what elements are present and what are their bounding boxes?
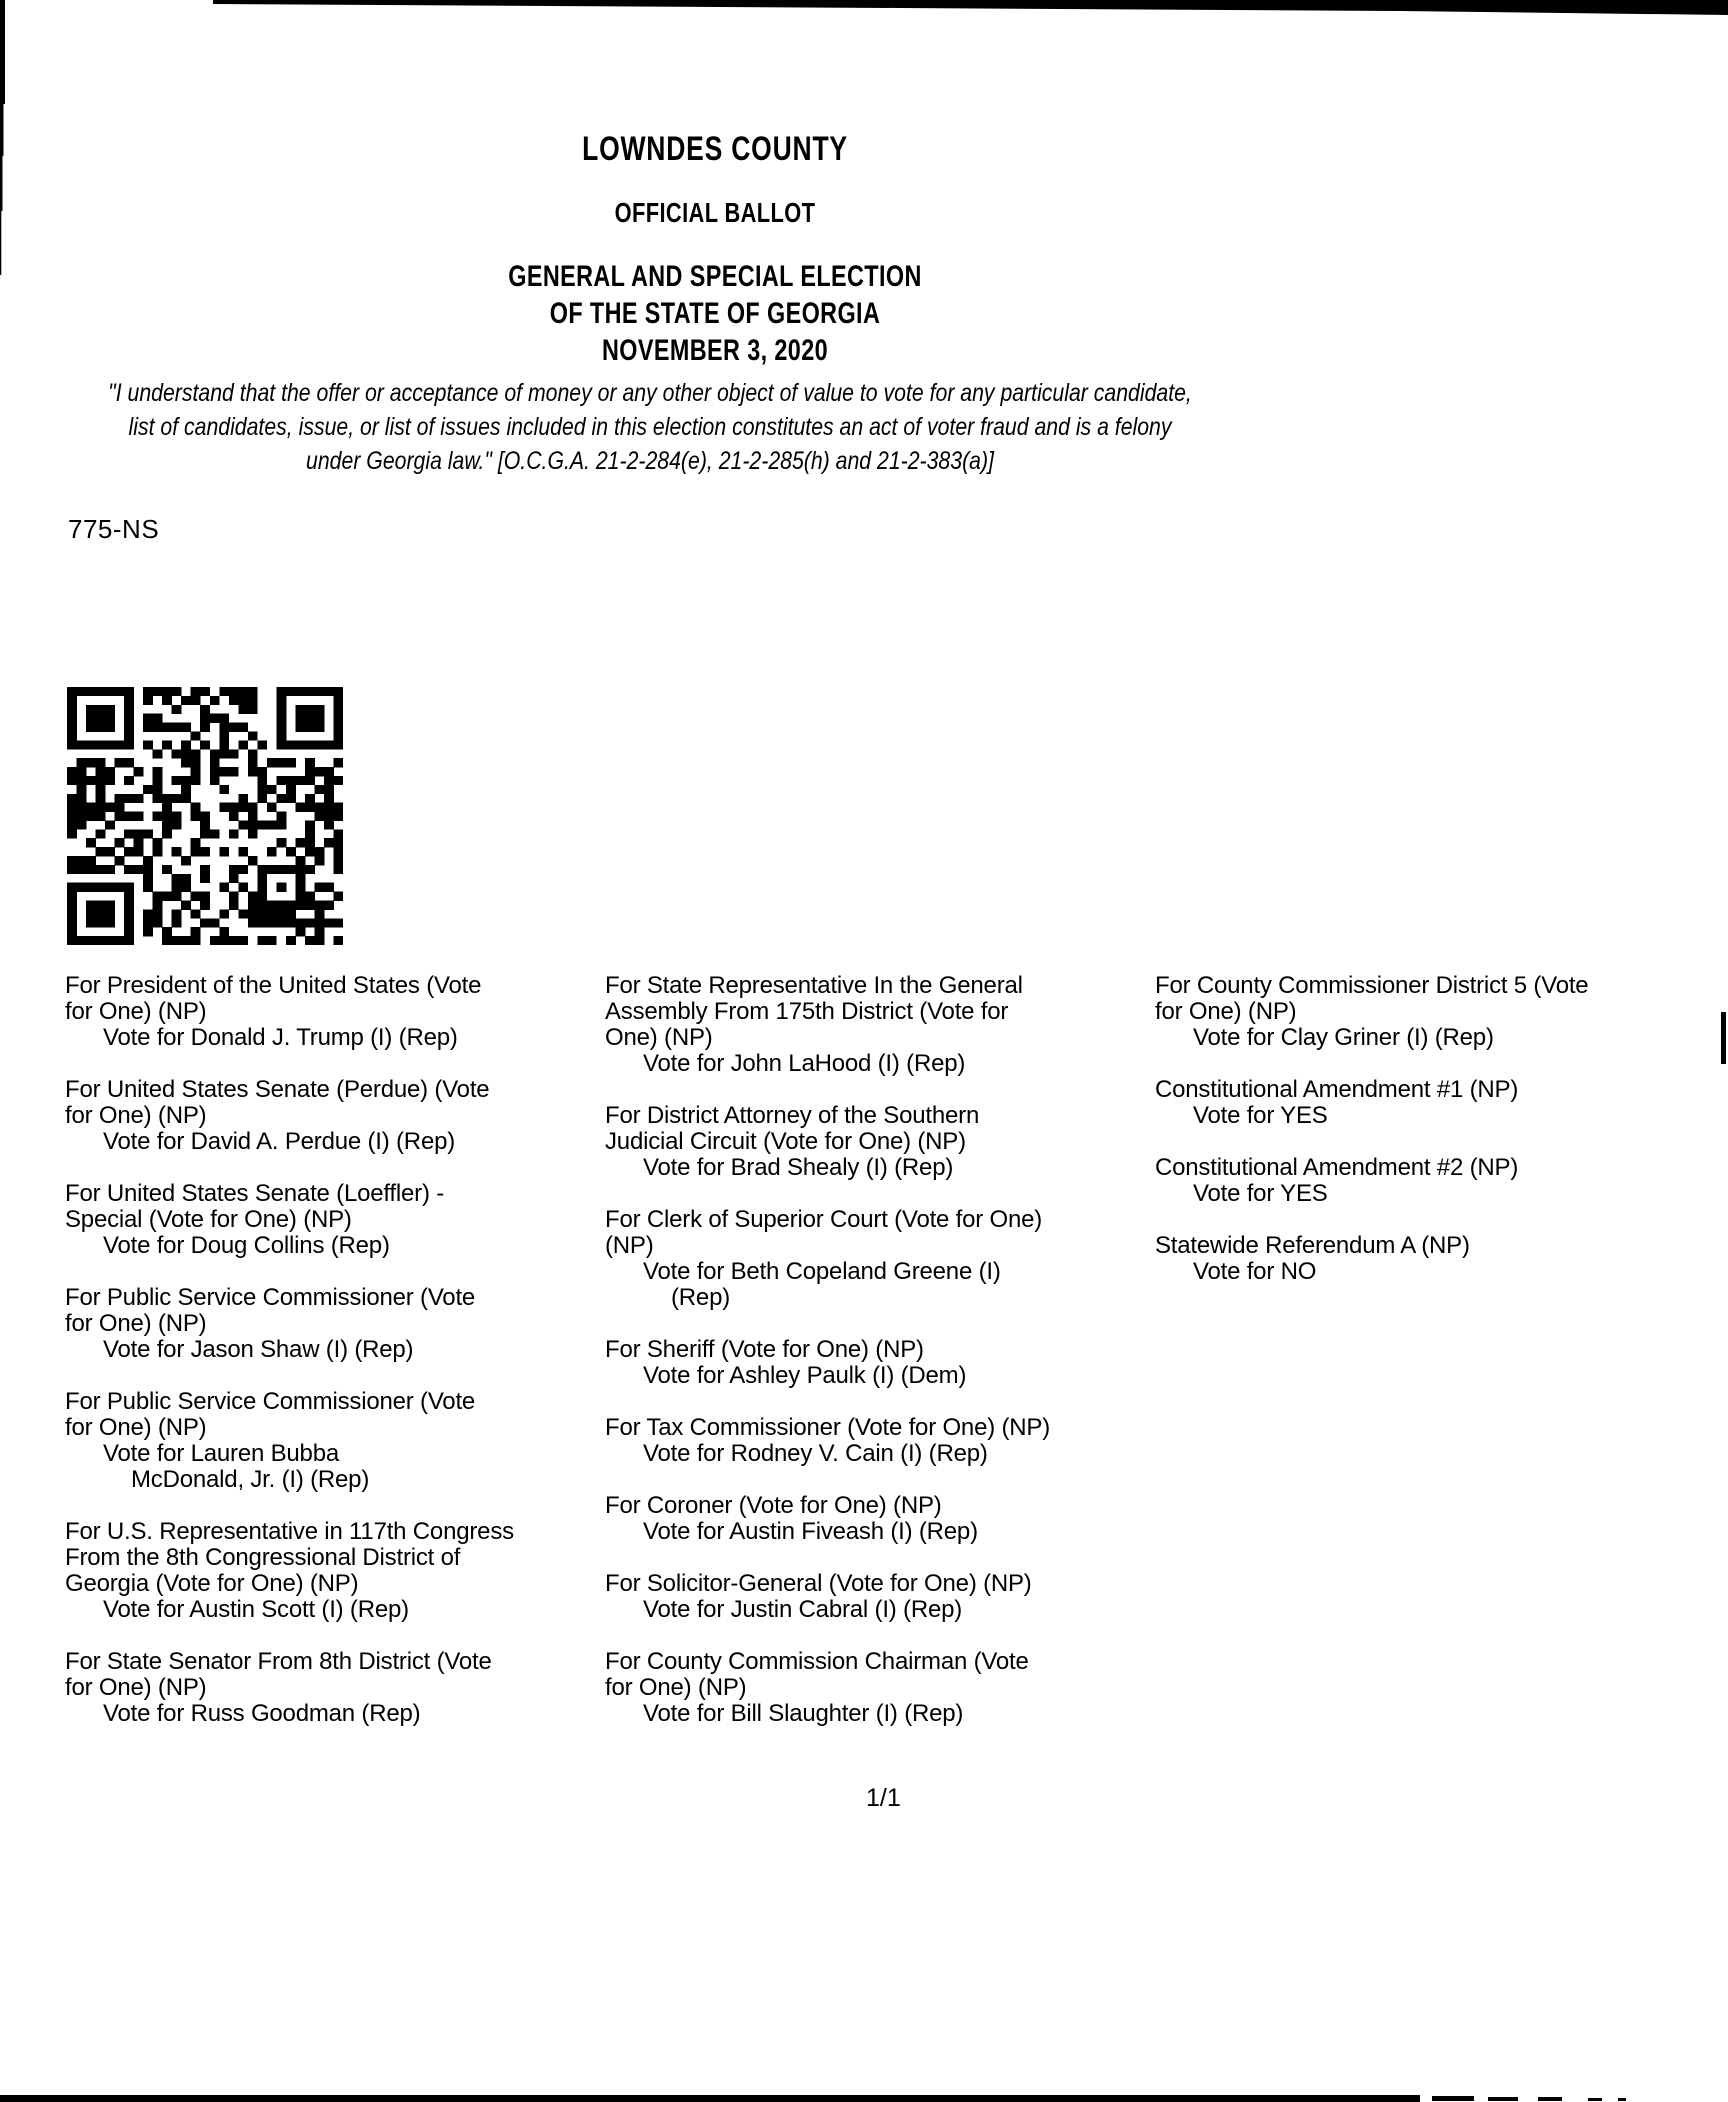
contest-column-1 <box>65 973 605 1753</box>
contest-title-line: for One) (NP) <box>65 998 207 1025</box>
official-ballot-title: OFFICIAL BALLOT <box>614 197 816 228</box>
contest-title-line: For Public Service Commissioner (Vote <box>65 1284 476 1311</box>
contest-column-3 <box>1155 973 1728 1311</box>
contest <box>605 1571 1155 1623</box>
contest-title-line: For State Representative In the General <box>605 972 1023 999</box>
contest <box>65 1649 605 1727</box>
contest <box>65 1389 605 1493</box>
contest-title-line: Georgia (Vote for One) (NP) <box>65 1570 359 1597</box>
vote-line: Vote for Ashley Paulk (I) (Dem) <box>643 1362 967 1389</box>
fraud-warning <box>98 376 1203 478</box>
contest <box>65 1077 605 1155</box>
vote-line: Vote for Austin Fiveash (I) (Rep) <box>643 1518 978 1545</box>
vote-line: Vote for Donald J. Trump (I) (Rep) <box>103 1024 458 1051</box>
contest-title-line: For United States Senate (Perdue) (Vote <box>65 1076 490 1103</box>
contest-title-line: For Sheriff (Vote for One) (NP) <box>605 1336 924 1363</box>
contest-column-2 <box>605 973 1155 1753</box>
election-date: NOVEMBER 3, 2020 <box>601 334 829 367</box>
contest-title-line: For County Commission Chairman (Vote <box>605 1648 1029 1675</box>
contest-title-line: One) (NP) <box>605 1024 713 1051</box>
vote-line: Vote for Justin Cabral (I) (Rep) <box>643 1596 963 1623</box>
contest-title-line: For Clerk of Superior Court (Vote for One) <box>605 1206 1043 1233</box>
vote-line: Vote for Austin Scott (I) (Rep) <box>103 1596 409 1623</box>
fraud-warning-line3: under Georgia law." [O.C.G.A. 21-2-284(e), 21-2-285(h) and 21-2-383(a)] <box>306 447 994 475</box>
contest-title-line: for One) (NP) <box>65 1310 207 1337</box>
contest <box>1155 1233 1728 1285</box>
fraud-warning-line1: "I understand that the offer or acceptance of money or any other object of value to vote for any particular candidate, <box>108 379 1192 407</box>
contest <box>1155 973 1728 1051</box>
vote-line: Vote for Clay Griner (I) (Rep) <box>1193 1024 1494 1051</box>
vote-line: Vote for Russ Goodman (Rep) <box>103 1700 421 1727</box>
contest <box>65 1181 605 1259</box>
contest-title-line: Statewide Referendum A (NP) <box>1155 1232 1470 1259</box>
contest-title-line: For United States Senate (Loeffler) - <box>65 1180 445 1207</box>
contest-title-line: From the 8th Congressional District of <box>65 1544 461 1571</box>
vote-line: Vote for David A. Perdue (I) (Rep) <box>103 1128 456 1155</box>
contest-title-line: For Tax Commissioner (Vote for One) (NP) <box>605 1414 1051 1441</box>
contest-title-line: Assembly From 175th District (Vote for <box>605 998 1009 1025</box>
contest-title-line: Constitutional Amendment #2 (NP) <box>1155 1154 1519 1181</box>
vote-line: Vote for Beth Copeland Greene (I) <box>643 1258 1001 1285</box>
contest <box>605 1337 1155 1389</box>
contest-title-line: For District Attorney of the Southern <box>605 1102 980 1129</box>
contest <box>1155 1077 1728 1129</box>
contest <box>1155 1155 1728 1207</box>
contest-title-line: For Coroner (Vote for One) (NP) <box>605 1492 942 1519</box>
scan-artifact-top-edge <box>0 0 1728 18</box>
contest-title-line: For County Commissioner District 5 (Vote <box>1155 972 1589 999</box>
contest-title-line: (NP) <box>605 1232 654 1259</box>
vote-line: Vote for Bill Slaughter (I) (Rep) <box>643 1700 964 1727</box>
contest-title-line: For Public Service Commissioner (Vote <box>65 1388 476 1415</box>
ballot-style-code: 775-NS <box>68 514 160 544</box>
vote-line: Vote for Doug Collins (Rep) <box>103 1232 390 1259</box>
election-title-line1: GENERAL AND SPECIAL ELECTION <box>508 260 922 293</box>
election-title-line2: OF THE STATE OF GEORGIA <box>549 297 881 330</box>
vote-line: Vote for John LaHood (I) (Rep) <box>643 1050 966 1077</box>
page-number: 1/1 <box>866 1784 901 1812</box>
vote-line: McDonald, Jr. (I) (Rep) <box>131 1466 370 1493</box>
contest-title-line: for One) (NP) <box>1155 998 1297 1025</box>
vote-line: (Rep) <box>671 1284 731 1311</box>
contest <box>605 973 1155 1077</box>
contest-title-line: for One) (NP) <box>65 1674 207 1701</box>
contest <box>65 1285 605 1363</box>
county-title: LOWNDES COUNTY <box>582 130 848 168</box>
contest <box>65 973 605 1051</box>
election-title <box>157 258 1272 369</box>
contest-title-line: For U.S. Representative in 117th Congress <box>65 1518 514 1545</box>
contest <box>605 1207 1155 1311</box>
contest <box>605 1493 1155 1545</box>
contest <box>65 1519 605 1623</box>
contest <box>605 1103 1155 1181</box>
contest-title-line: Constitutional Amendment #1 (NP) <box>1155 1076 1519 1103</box>
vote-line: Vote for Rodney V. Cain (I) (Rep) <box>643 1440 988 1467</box>
vote-line: Vote for Jason Shaw (I) (Rep) <box>103 1336 414 1363</box>
contest-title-line: For Solicitor-General (Vote for One) (NP) <box>605 1570 1032 1597</box>
qr-code <box>67 687 343 945</box>
vote-line: Vote for YES <box>1193 1102 1328 1129</box>
contest-title-line: for One) (NP) <box>65 1102 207 1129</box>
contest-title-line: Judicial Circuit (Vote for One) (NP) <box>605 1128 966 1155</box>
contest-title-line: for One) (NP) <box>605 1674 747 1701</box>
scan-artifact-left-edge <box>0 0 8 280</box>
ballot-header <box>157 130 1272 369</box>
vote-line: Vote for YES <box>1193 1180 1328 1207</box>
contest-title-line: Special (Vote for One) (NP) <box>65 1206 352 1233</box>
vote-line: Vote for NO <box>1193 1258 1317 1285</box>
scan-artifact-bottom-edge <box>0 2092 1728 2102</box>
contest-title-line: For President of the United States (Vote <box>65 972 482 999</box>
vote-line: Vote for Lauren Bubba <box>103 1440 339 1467</box>
contest-title-line: For State Senator From 8th District (Vote <box>65 1648 492 1675</box>
fraud-warning-line2: list of candidates, issue, or list of issues included in this election constitutes an act of voter fraud and is a felony <box>128 413 1172 441</box>
contest-title-line: for One) (NP) <box>65 1414 207 1441</box>
contest <box>605 1649 1155 1727</box>
vote-line: Vote for Brad Shealy (I) (Rep) <box>643 1154 954 1181</box>
contest <box>605 1415 1155 1467</box>
